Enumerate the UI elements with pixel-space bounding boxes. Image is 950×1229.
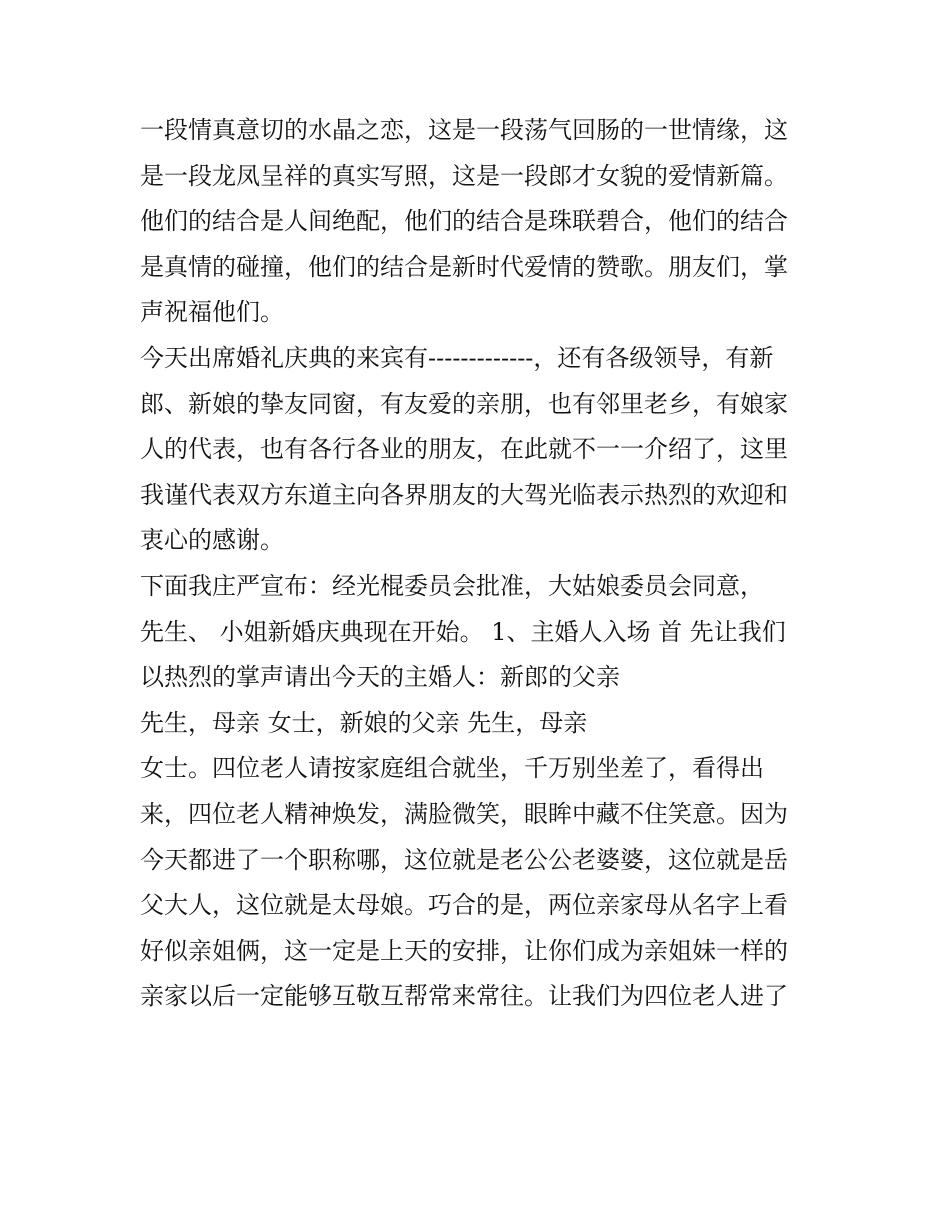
text-line: 人的代表，也有各行各业的朋友，在此就不一一介绍了，这里 <box>140 435 788 464</box>
text-line: 来，四位老人精神焕发，满脸微笑，眼眸中藏不住笑意。因为 <box>140 799 788 828</box>
text-line: 今天出席婚礼庆典的来宾有-------------，还有各级领导，有新 <box>140 343 774 372</box>
text-line: 父大人，这位就是太母娘。巧合的是，两位亲家母从名字上看 <box>140 891 788 920</box>
text-line: 以热烈的掌声请出今天的主婚人：新郎的父亲 <box>140 663 620 692</box>
text-line: 郎、新娘的挚友同窗，有友爱的亲朋，也有邻里老乡，有娘家 <box>140 389 788 418</box>
text-line: 衷心的感谢。 <box>140 526 284 555</box>
text-line: 先生、 小姐新婚庆典现在开始。 1、主婚人入场 首 先让我们 <box>140 617 786 646</box>
document-body <box>140 108 820 1020</box>
text-line: 我谨代表双方东道主向各界朋友的大驾光临表示热烈的欢迎和 <box>140 480 788 509</box>
text-line: 好似亲姐俩，这一定是上天的安排，让你们成为亲姐妹一样的 <box>140 936 788 965</box>
text-line: 是真情的碰撞，他们的结合是新时代爱情的赞歌。朋友们，掌 <box>140 252 788 281</box>
text-line: 他们的结合是人间绝配，他们的结合是珠联碧合，他们的结合 <box>140 207 788 236</box>
text-line: 亲家以后一定能够互敬互帮常来常往。让我们为四位老人进了 <box>140 982 788 1011</box>
text-line: 是一段龙凤呈祥的真实写照，这是一段郎才女貌的爱情新篇。 <box>140 161 788 190</box>
text-line: 一段情真意切的水晶之恋，这是一段荡气回肠的一世情缘，这 <box>140 116 788 144</box>
text-line: 声祝福他们。 <box>140 298 284 327</box>
text-line: 先生，母亲 女士，新娘的父亲 先生，母亲 <box>140 708 588 737</box>
text-line: 女士。四位老人请按家庭组合就坐，千万别坐差了，看得出 <box>140 754 764 783</box>
text-line: 下面我庄严宣布：经光棍委员会批准，大姑娘委员会同意， <box>140 571 764 600</box>
text-line: 今天都进了一个职称哪，这位就是老公公老婆婆，这位就是岳 <box>140 845 788 874</box>
